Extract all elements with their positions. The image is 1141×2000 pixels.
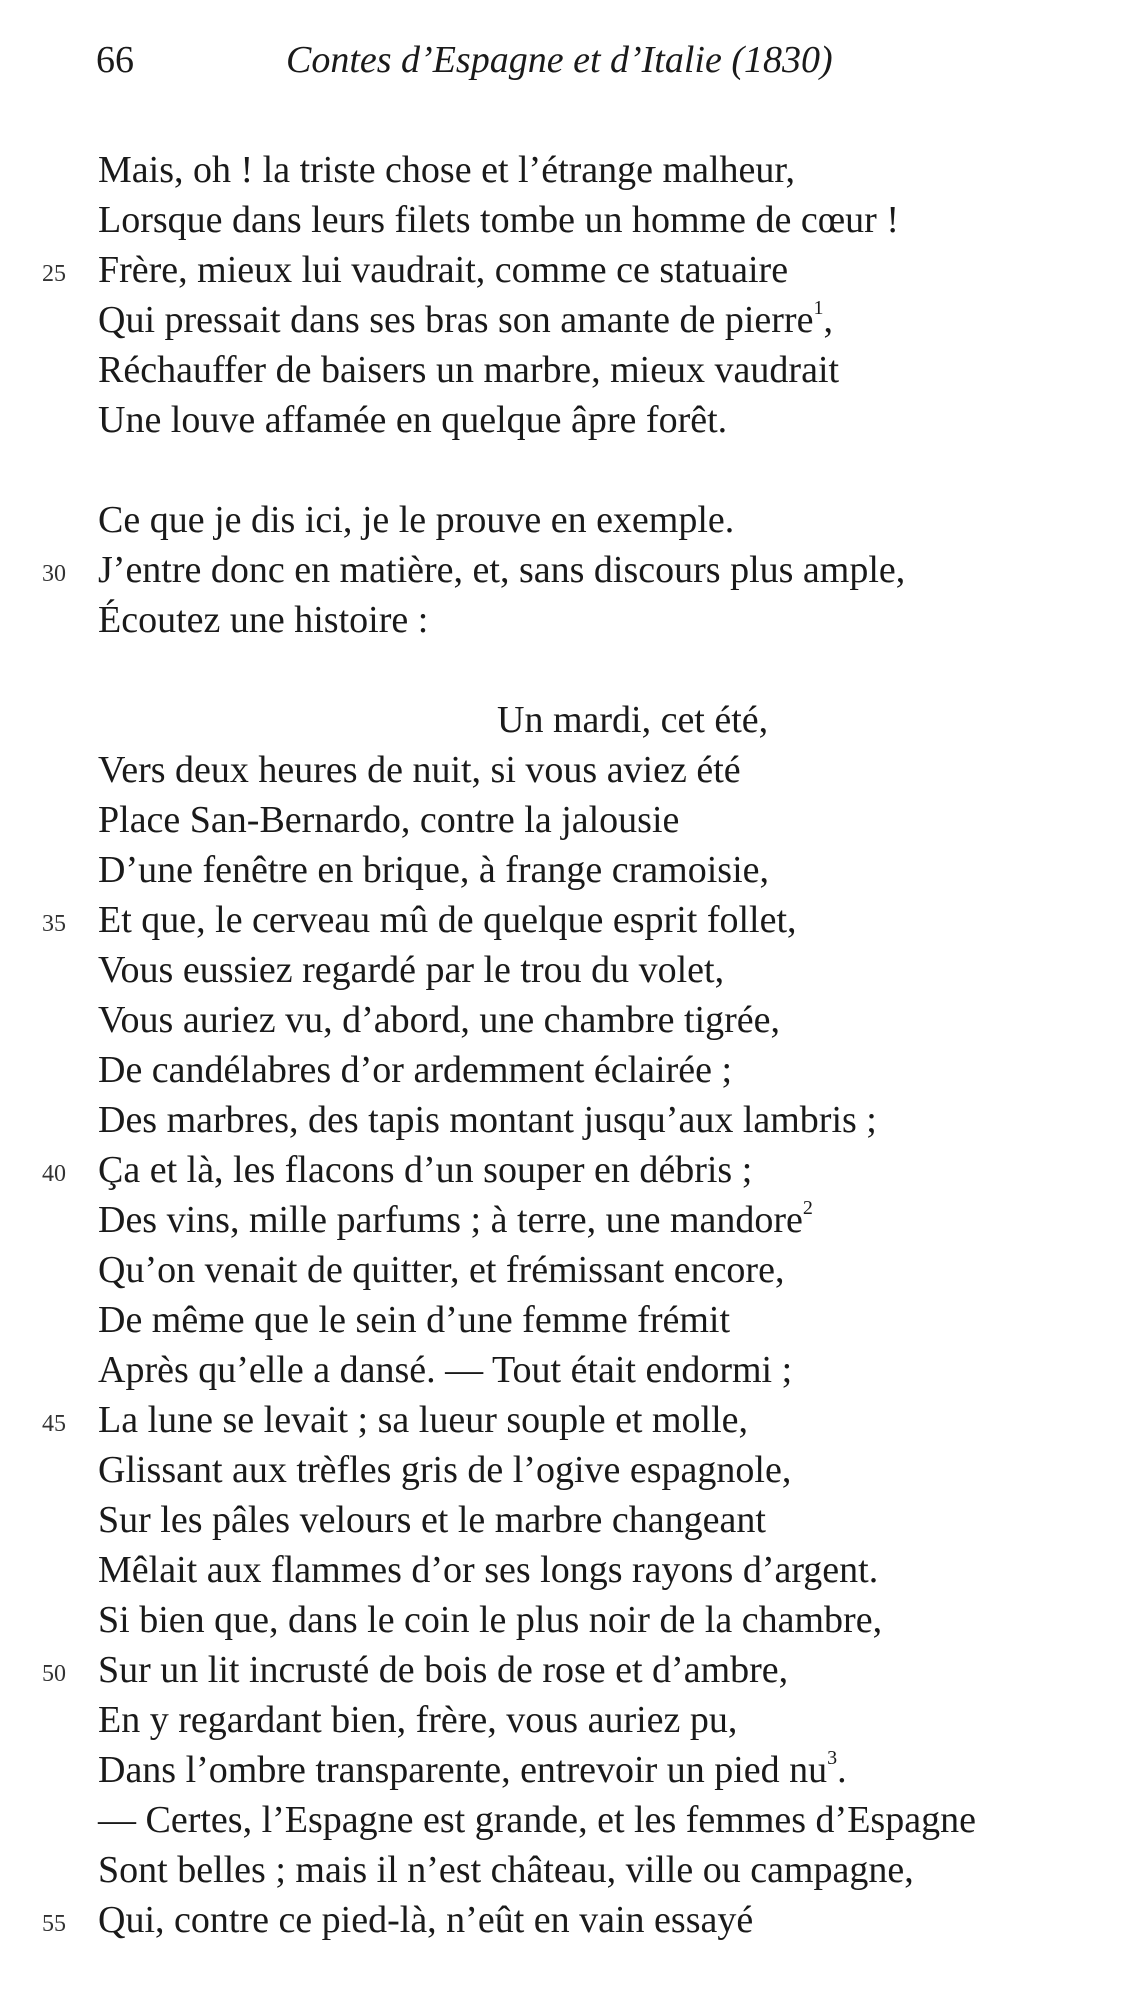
verse-line (0, 1795, 1141, 1845)
line-number: 50 (42, 1661, 66, 1687)
verse-text: Sont belles ; mais il n’est château, ville ou campagne, (98, 1849, 914, 1891)
line-number: 40 (42, 1161, 66, 1187)
line-number: 25 (42, 261, 66, 287)
footnote-marker: 1 (813, 297, 824, 319)
verse-line (0, 295, 1141, 345)
verse-text: La lune se levait ; sa lueur souple et molle, (98, 1399, 749, 1441)
verse-line (0, 1095, 1141, 1145)
verse-line (0, 1145, 1141, 1195)
verse-line (0, 745, 1141, 795)
verse-text: Glissant aux trèfles gris de l’ogive espagnole, (98, 1449, 792, 1491)
verse-text: Si bien que, dans le coin le plus noir de la chambre, (98, 1599, 883, 1641)
verse-text: Mais, oh ! la triste chose et l’étrange malheur, (98, 149, 796, 191)
page-header (96, 38, 1081, 98)
verse-text: Des vins, mille parfums ; à terre, une mandore$^2$ (98, 1197, 813, 1241)
verse-line (0, 495, 1141, 545)
verse-line (0, 145, 1141, 195)
verse-line (0, 1295, 1141, 1345)
line-number: 55 (42, 1911, 66, 1937)
verse-line (0, 395, 1141, 445)
verse-line (0, 1345, 1141, 1395)
verse-line (0, 945, 1141, 995)
verse-line (0, 1545, 1141, 1595)
verse-text: Sur un lit incrusté de bois de rose et d’ambre, (98, 1649, 789, 1691)
stanza-break (0, 445, 1141, 495)
footnote-marker: 2 (802, 1197, 813, 1219)
line-number: 45 (42, 1411, 66, 1437)
verse-text: Écoutez une histoire : (98, 599, 429, 641)
verse-text: En y regardant bien, frère, vous auriez pu, (98, 1699, 738, 1741)
line-number: 35 (42, 911, 66, 937)
verse-line (0, 345, 1141, 395)
verse-line (0, 1245, 1141, 1295)
verse-text: Qui, contre ce pied-là, n’eût en vain essayé (98, 1899, 754, 1941)
verse-text: Vers deux heures de nuit, si vous aviez été (98, 749, 741, 791)
verse-text: Un mardi, cet été, (497, 699, 769, 741)
verse-line (0, 1395, 1141, 1445)
verse-text: Après qu’elle a dansé. — Tout était endormi ; (98, 1349, 793, 1391)
verse-text: Des marbres, des tapis montant jusqu’aux lambris ; (98, 1099, 877, 1141)
verse-text: De candélabres d’or ardemment éclairée ; (98, 1049, 733, 1091)
verse-line (0, 845, 1141, 895)
verse-line (0, 595, 1141, 645)
verse-text: Vous eussiez regardé par le trou du volet, (98, 949, 725, 991)
verse-text: Dans l’ombre transparente, entrevoir un pied $nu^3$. (98, 1747, 847, 1791)
verse-line (0, 795, 1141, 845)
verse-text: Qu’on venait de quitter, et frémissant encore, (98, 1249, 785, 1291)
verse-text: De même que le sein d’une femme frémit (98, 1299, 731, 1341)
stanza-break (0, 645, 1141, 695)
verse-line (0, 995, 1141, 1045)
verse-line (0, 895, 1141, 945)
running-title: Contes d’Espagne et d’Italie (1830) (286, 39, 833, 81)
verse-text: D’une fenêtre en brique, à frange cramoisie, (98, 849, 769, 891)
verse-line (0, 195, 1141, 245)
verse-line (0, 1895, 1141, 1945)
verse-text: Place San-Bernardo, contre la jalousie (98, 799, 680, 841)
verse-text: Et que, le cerveau mû de quelque esprit follet, (98, 899, 797, 941)
verse-line (0, 1445, 1141, 1495)
verse-text: Vous auriez vu, d’abord, une chambre tigrée, (98, 999, 780, 1041)
poem-text (0, 145, 1141, 1945)
verse-line (0, 245, 1141, 295)
verse-line (0, 1045, 1141, 1095)
verse-text: Sur les pâles velours et le marbre changeant (98, 1499, 766, 1541)
verse-line (0, 1745, 1141, 1795)
verse-text: Réchauffer de baisers un marbre, mieux vaudrait (98, 349, 840, 391)
verse-text: Frère, mieux lui vaudrait, comme ce statuaire (98, 249, 789, 291)
verse-line (0, 695, 1141, 745)
verse-text: J’entre donc en matière, et, sans discours plus ample, (98, 549, 906, 591)
verse-text: Lorsque dans leurs filets tombe un homme de cœur ! (98, 199, 899, 241)
verse-text: Une louve affamée en quelque âpre forêt. (98, 399, 728, 441)
verse-line (0, 1845, 1141, 1895)
line-number: 30 (42, 561, 66, 587)
footnote-marker: 3 (827, 1747, 838, 1769)
verse-line (0, 545, 1141, 595)
verse-text: Mêlait aux flammes d’or ses longs rayons d’argent. (98, 1549, 879, 1591)
verse-text: Ça et là, les flacons d’un souper en débris ; (98, 1149, 753, 1191)
verse-text: — Certes, l’Espagne est grande, et les femmes d’Espagne (98, 1799, 976, 1841)
verse-text: Ce que je dis ici, je le prouve en exemple. (98, 499, 735, 541)
verse-line (0, 1695, 1141, 1745)
verse-line (0, 1195, 1141, 1245)
verse-line (0, 1595, 1141, 1645)
verse-line (0, 1645, 1141, 1695)
page-number: 66 (96, 39, 134, 81)
verse-text: Qui pressait dans ses bras son amante de pierre$^1$, (98, 297, 833, 341)
verse-line (0, 1495, 1141, 1545)
